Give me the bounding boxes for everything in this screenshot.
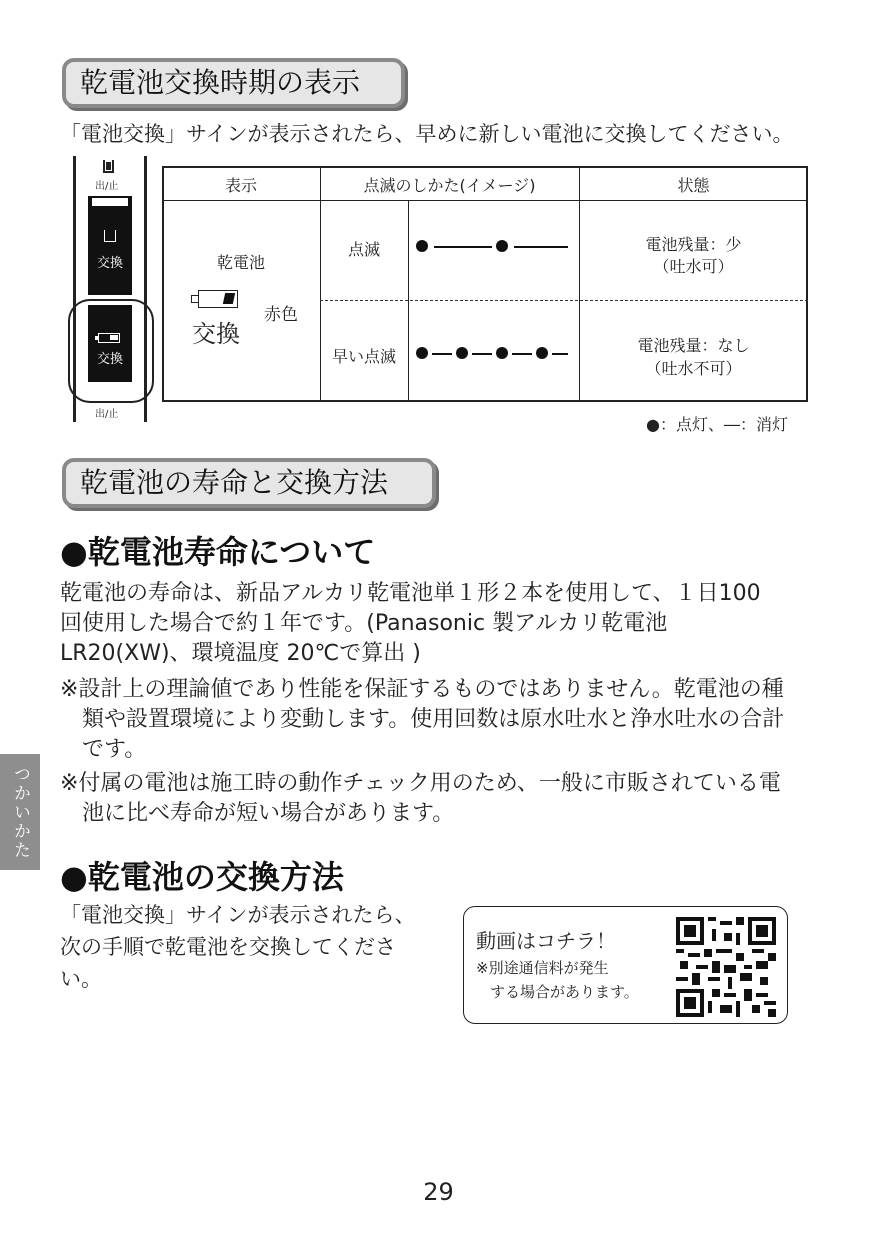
battery-icon [198, 290, 238, 308]
cup-outline-icon [104, 230, 116, 242]
status-row2-line1: 電池残量：なし [637, 336, 750, 355]
section-heading-battery-life: 乾電池の寿命と交換方法 [62, 458, 436, 508]
video-title: 動画はコチラ！ [476, 929, 616, 953]
battery-life-note-1: ※設計上の理論値であり性能を保証するものではありません。乾電池の種 [60, 677, 784, 702]
panel-bottom-label: 出/止 [95, 409, 119, 420]
status-row1-line2: （吐水可） [653, 257, 734, 276]
replace-line-2: 次の手順で乾電池を交換してくださ [60, 935, 396, 959]
section-heading-battery-indicator: 乾電池交換時期の表示 [62, 58, 405, 108]
display-label: 乾電池 [216, 253, 265, 272]
display-color: 赤色 [264, 305, 298, 325]
blink-label-row2: 早い点滅 [331, 347, 396, 366]
replace-method-title: ●乾電池の交換方法 [60, 858, 344, 896]
battery-life-line-2: 回使用した場合で約１年です。(Panasonic 製アルカリ乾電池 [60, 611, 668, 636]
battery-indicator-intro: 「電池交換」サインが表示されたら、早めに新しい電池に交換してください。 [60, 122, 794, 146]
blink-pattern-fast [416, 346, 571, 360]
table-legend: ●：点灯、―：消灯 [646, 415, 788, 434]
blink-pattern-slow [416, 239, 571, 253]
highlight-circle [68, 299, 154, 403]
video-info-box [463, 906, 788, 1024]
display-sign: 交換 [192, 320, 240, 348]
table-header-blink: 点滅のしかた(イメージ) [363, 176, 536, 195]
video-note-1: ※別途通信料が発生 [476, 959, 609, 977]
replace-button-dark [88, 196, 132, 295]
qr-code-icon[interactable] [676, 917, 776, 1017]
table-header-display: 表示 [224, 176, 257, 195]
replace-line-1: 「電池交換」サインが表示されたら、 [60, 903, 416, 927]
battery-life-line-1: 乾電池の寿命は、新品アルカリ乾電池単１形２本を使用して、１日100 [60, 581, 761, 606]
page-number: 29 [423, 1178, 454, 1206]
panel-button-label-1: 交換 [96, 256, 123, 271]
replace-line-3: い。 [60, 967, 102, 991]
battery-life-note-2-cont: 池に比べ寿命が短い場合があります。 [82, 801, 455, 826]
video-note-2: する場合があります。 [490, 983, 639, 1001]
battery-life-note-1-cont2: です。 [82, 737, 147, 762]
table-header-status: 状態 [677, 176, 710, 195]
panel-top-label: 出/止 [95, 181, 119, 192]
side-tab-usage: つかいかた [0, 754, 40, 870]
battery-life-note-2: ※付属の電池は施工時の動作チェック用のため、一般に市販されている電 [60, 771, 781, 796]
status-row2-line2: （吐水不可） [645, 359, 742, 378]
status-row1-line1: 電池残量：少 [645, 235, 742, 254]
blink-label-row1: 点滅 [347, 240, 380, 259]
battery-life-line-3: LR20(XW)、環境温度 20℃で算出 ) [60, 641, 421, 666]
battery-life-title: ●乾電池寿命について [60, 533, 376, 571]
battery-life-note-1-cont: 類や設置環境により変動します。使用回数は原水吐水と浄水吐水の合計 [82, 707, 785, 732]
panel-button-label-2: 交換 [96, 352, 123, 367]
